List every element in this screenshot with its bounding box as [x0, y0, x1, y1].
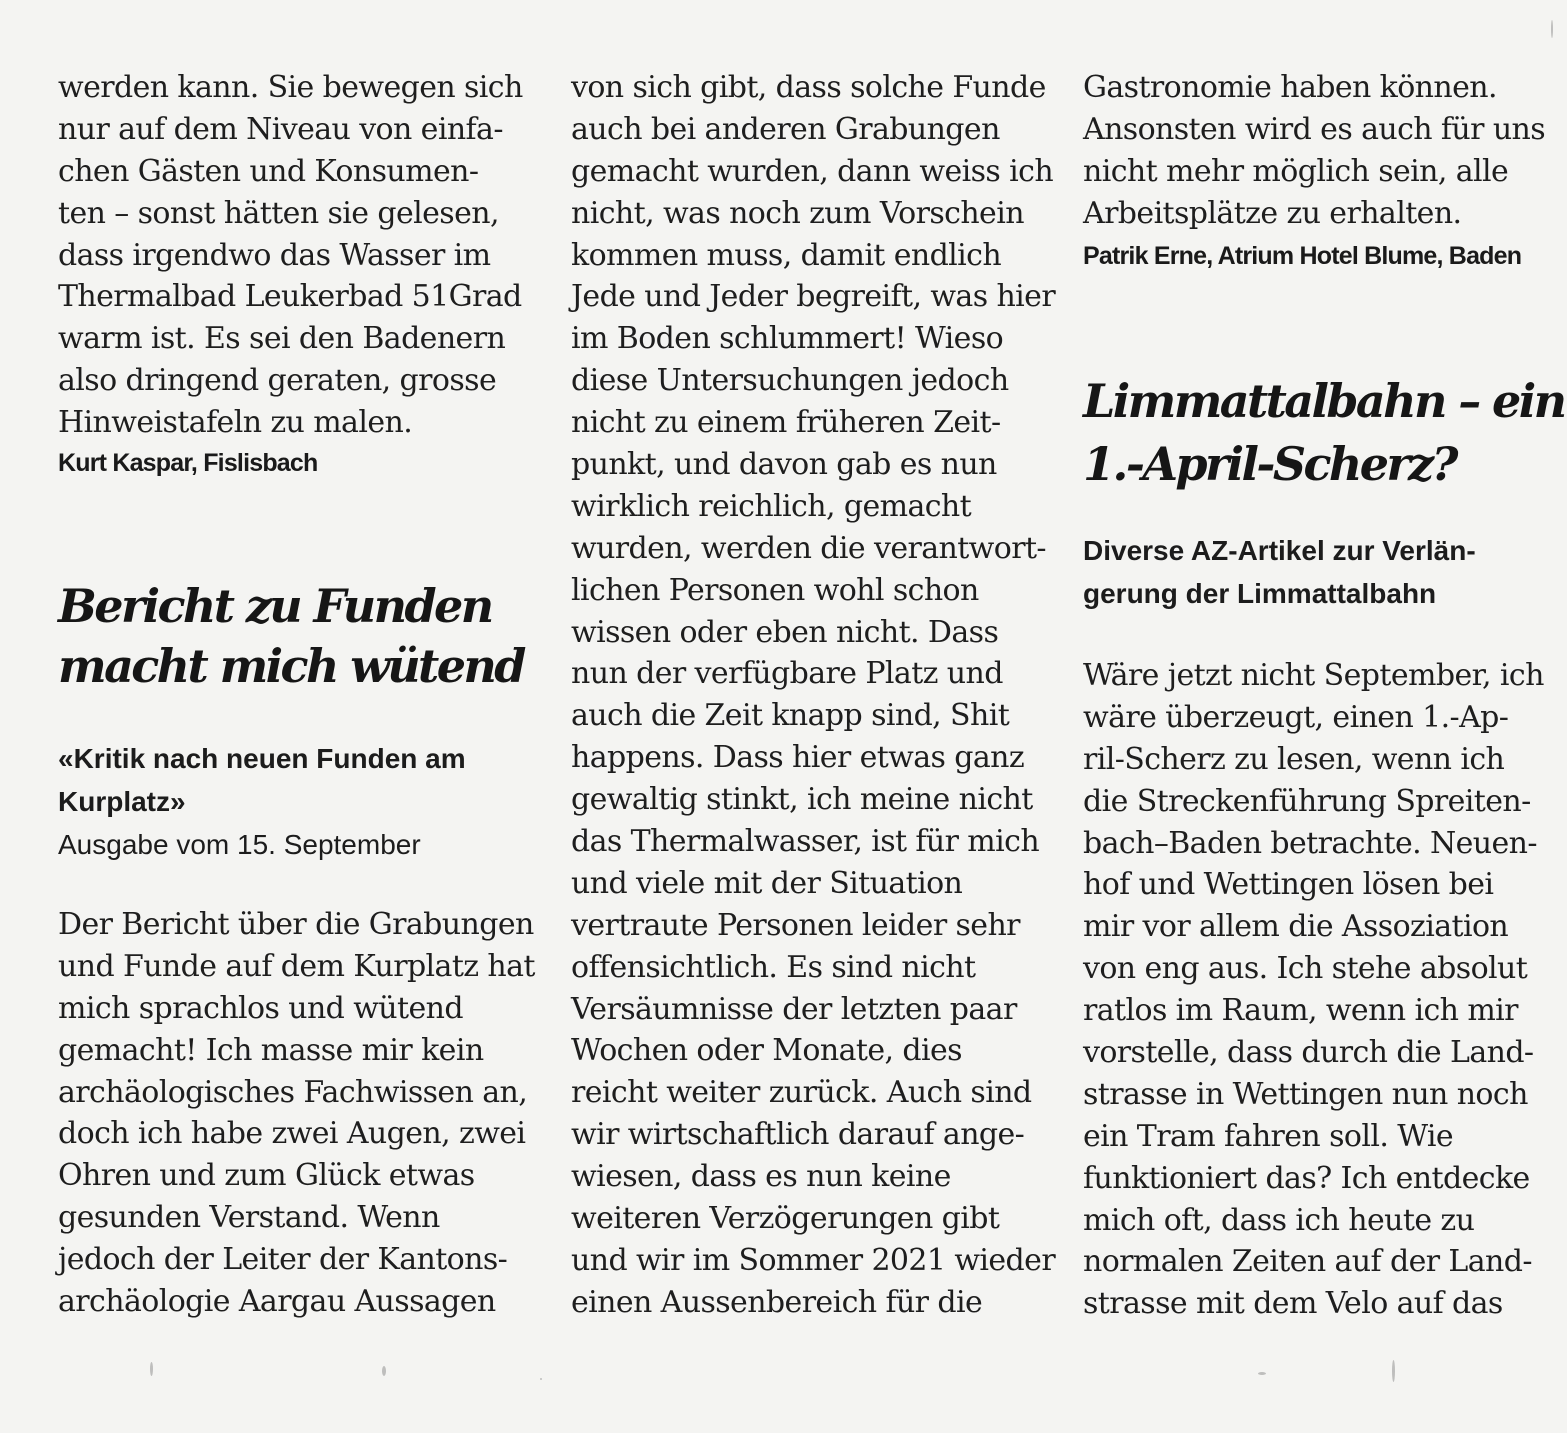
text-line: Thermalbad Leukerbad 51Grad	[58, 279, 522, 315]
text-line: strasse mit dem Velo auf das	[1083, 1286, 1503, 1322]
text-line: gesunden Verstand. Wenn	[58, 1200, 440, 1236]
article-reference	[1083, 529, 1476, 615]
text-line: ten – sonst hätten sie gelesen,	[58, 195, 499, 231]
letter-headline	[58, 576, 524, 696]
reference-title-line: gerung der Limmattalbahn	[1083, 578, 1437, 609]
letter-text-funde-continued	[571, 67, 1055, 1324]
text-line: wir wirtschaftlich darauf ange-	[571, 1117, 1025, 1153]
text-line: mich sprachlos und wütend	[58, 990, 463, 1026]
text-line: lichen Personen wohl schon	[571, 572, 979, 608]
text-line: diese Untersuchungen jedoch	[571, 363, 1009, 399]
scan-speck	[1258, 1372, 1266, 1375]
text-line: mich oft, dass ich heute zu	[1083, 1202, 1475, 1238]
letter-text-funde	[58, 904, 535, 1323]
text-line: archäologisches Fachwissen an,	[58, 1074, 528, 1110]
text-line: strasse in Wettingen nun noch	[1083, 1076, 1528, 1112]
text-line: ril-Scherz zu lesen, wenn ich	[1083, 741, 1505, 777]
reference-issue-date: Ausgabe vom 15. September	[58, 829, 421, 860]
author-signature: Patrik Erne, Atrium Hotel Blume, Baden	[1083, 242, 1522, 270]
headline-line: Bericht zu Funden	[58, 579, 492, 633]
text-line: doch ich habe zwei Augen, zwei	[58, 1116, 526, 1152]
text-line: von eng aus. Ich stehe absolut	[1083, 951, 1528, 987]
text-line: dass irgendwo das Wasser im	[58, 237, 491, 273]
text-line: von sich gibt, dass solche Funde	[571, 70, 1046, 105]
text-line: und wir im Sommer 2021 wieder	[571, 1242, 1056, 1278]
text-line: auch die Zeit knapp sind, Shit	[571, 698, 1010, 734]
scan-speck	[1551, 20, 1553, 38]
text-line: archäologie Aargau Aussagen	[58, 1284, 496, 1320]
text-line: Gastronomie haben können.	[1083, 70, 1497, 105]
headline-line: 1.-April-Scherz?	[1083, 437, 1456, 491]
text-line: chen Gästen und Konsumen-	[58, 153, 479, 189]
text-line: Ansonsten wird es auch für uns	[1083, 111, 1546, 147]
text-line: nicht, was noch zum Vorschein	[571, 195, 1024, 231]
text-line: Jede und Jeder begreift, was hier	[571, 279, 1056, 315]
reference-title-line: Diverse AZ-Artikel zur Verlän-	[1083, 535, 1476, 566]
letter-text-limmattalbahn	[1083, 655, 1544, 1325]
text-line: warm ist. Es sei den Badenern	[58, 321, 506, 357]
text-line: einen Aussenbereich für die	[571, 1284, 983, 1320]
text-line: wäre überzeugt, einen 1.-Ap-	[1083, 699, 1509, 735]
text-line: funktioniert das? Ich entdecke	[1083, 1160, 1530, 1196]
article-reference	[58, 737, 466, 866]
text-line: gemacht! Ich masse mir kein	[58, 1032, 484, 1068]
text-line: werden kann. Sie bewegen sich	[58, 70, 523, 105]
text-line: die Streckenführung Spreiten-	[1083, 783, 1531, 819]
reference-title-line: Kurplatz»	[58, 786, 186, 817]
text-line: wiesen, dass es nun keine	[571, 1159, 951, 1195]
scan-speck	[1392, 1360, 1395, 1382]
text-line: Ohren und zum Glück etwas	[58, 1158, 475, 1194]
letter-headline	[1083, 370, 1564, 496]
reference-title-line: «Kritik nach neuen Funden am	[58, 743, 466, 774]
text-line: happens. Dass hier etwas ganz	[571, 740, 1025, 776]
text-line: auch bei anderen Grabungen	[571, 111, 1000, 147]
text-line: bach–Baden betrachte. Neuen-	[1083, 825, 1537, 861]
text-line: vorstelle, dass durch die Land-	[1083, 1035, 1534, 1071]
text-line: nicht zu einem früheren Zeit-	[571, 405, 1001, 441]
text-line: Wäre jetzt nicht September, ich	[1083, 658, 1544, 693]
headline-line: Limmattalbahn – ein	[1083, 374, 1565, 428]
letter-text-kaspar-end	[58, 67, 523, 444]
text-line: Hinweistafeln zu malen.	[58, 405, 413, 441]
author-signature: Kurt Kaspar, Fislisbach	[58, 449, 318, 477]
text-line: jedoch der Leiter der Kantons-	[58, 1242, 508, 1278]
text-line: gewaltig stinkt, ich meine nicht	[571, 782, 1033, 818]
scan-speck	[150, 1362, 153, 1376]
text-line: nun der verfügbare Platz und	[571, 656, 1003, 692]
text-line: wurden, werden die verantwort-	[571, 530, 1046, 566]
text-line: vertraute Personen leider sehr	[571, 907, 1020, 943]
text-line: normalen Zeiten auf der Land-	[1083, 1244, 1532, 1280]
text-line: das Thermalwasser, ist für mich	[571, 824, 1040, 860]
text-line: wirklich reichlich, gemacht	[571, 488, 972, 524]
text-line: Versäumnisse der letzten paar	[571, 991, 1017, 1027]
text-line: nicht mehr möglich sein, alle	[1083, 153, 1509, 189]
text-line: offensichtlich. Es sind nicht	[571, 949, 976, 985]
text-line: ratlos im Raum, wenn ich mir	[1083, 993, 1518, 1029]
text-line: punkt, und davon gab es nun	[571, 447, 997, 483]
headline-line: macht mich wütend	[58, 639, 524, 693]
text-line: Arbeitsplätze zu erhalten.	[1083, 195, 1462, 231]
text-line: und Funde auf dem Kurplatz hat	[58, 948, 535, 984]
text-line: weiteren Verzögerungen gibt	[571, 1201, 1000, 1237]
letter-text-erne-end	[1083, 67, 1545, 235]
text-line: Der Bericht über die Grabungen	[58, 907, 534, 942]
text-line: im Boden schlummert! Wieso	[571, 321, 1004, 357]
text-line: reicht weiter zurück. Auch sind	[571, 1075, 1032, 1111]
text-line: nur auf dem Niveau von einfa-	[58, 111, 503, 147]
text-line: ein Tram fahren soll. Wie	[1083, 1118, 1454, 1154]
text-line: wissen oder eben nicht. Dass	[571, 614, 999, 650]
scan-speck	[382, 1366, 386, 1376]
text-line: hof und Wettingen lösen bei	[1083, 867, 1494, 903]
text-line: gemacht wurden, dann weiss ich	[571, 153, 1054, 189]
scan-speck	[540, 1378, 542, 1380]
text-line: und viele mit der Situation	[571, 865, 963, 901]
text-line: Wochen oder Monate, dies	[571, 1033, 962, 1069]
text-line: kommen muss, damit endlich	[571, 237, 1002, 273]
text-line: also dringend geraten, grosse	[58, 363, 497, 399]
text-line: mir vor allem die Assoziation	[1083, 909, 1509, 945]
